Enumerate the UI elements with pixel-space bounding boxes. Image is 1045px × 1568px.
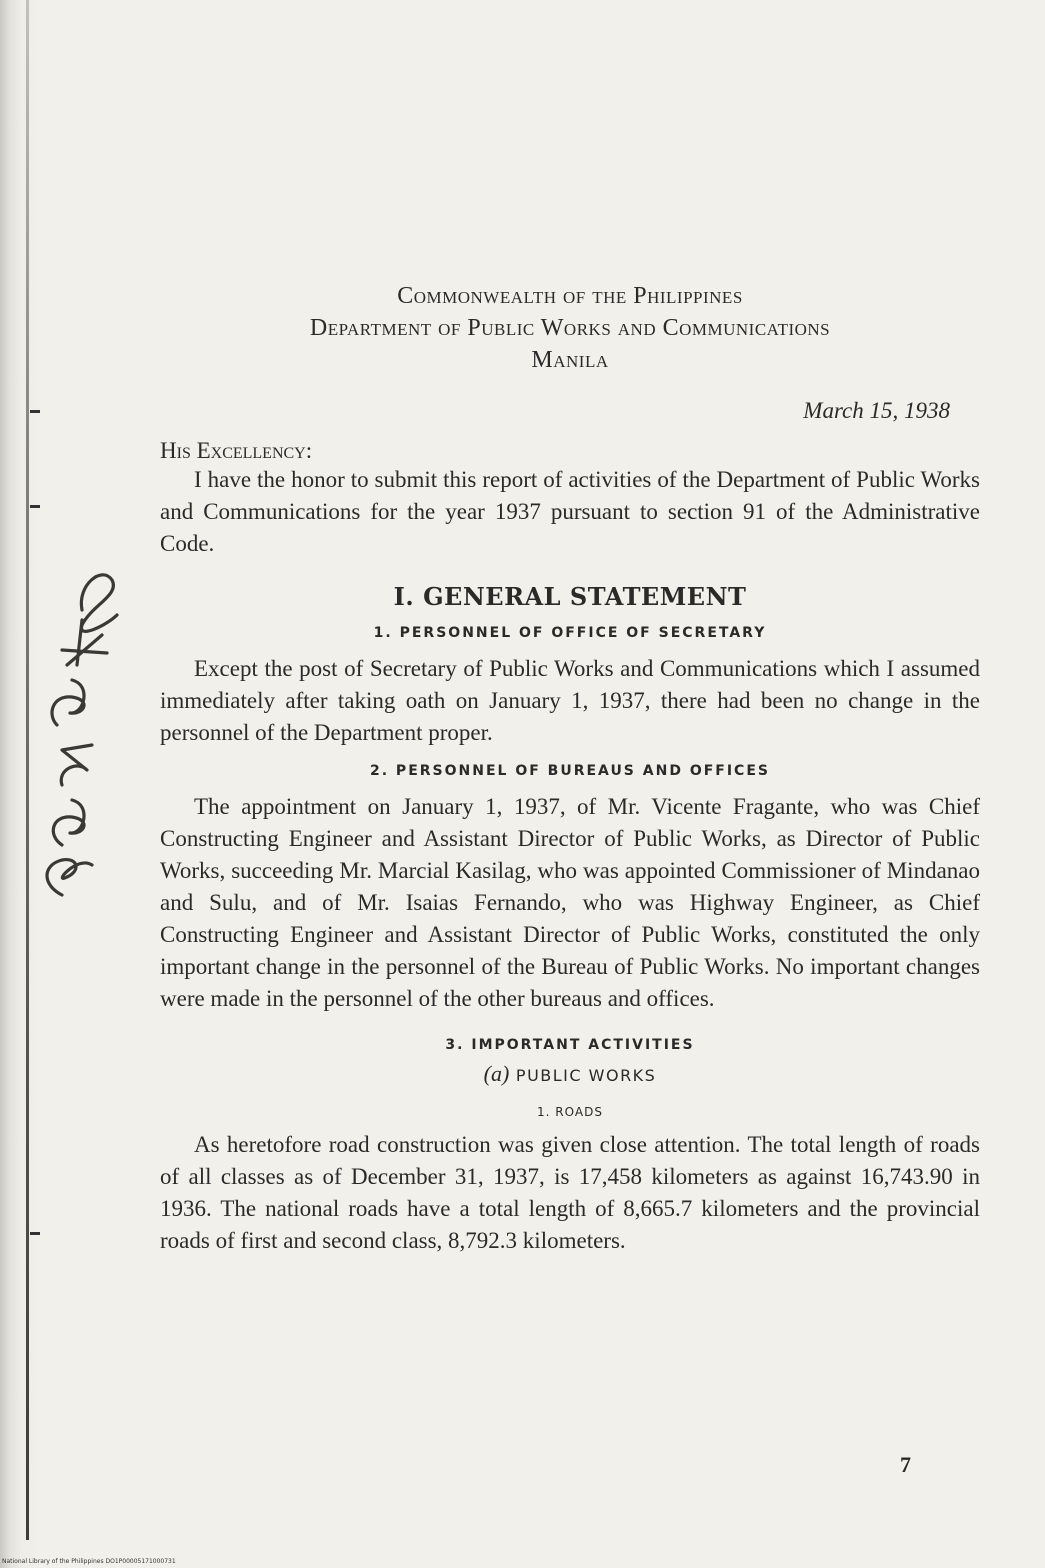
handwritten-annotation xyxy=(22,565,132,905)
binding-mark xyxy=(30,505,40,508)
paragraph-bureaus: The appointment on January 1, 1937, of Mr. Vicente Fragante, who was Chief Constructing Engineer and Assistant Director of Public Works, as Director of Public Works, succeeding Mr. Marcial Kasilag, who was appointed Commissioner of Mindanao and Sulu, and of Mr. Isaias Fernando, who was Highway Engineer, as Chief Constructing Engineer and Assistant Director of Public Works, constituted the only important change in the personnel of the Bureau of Public Works. No important changes were made in the personnel of the other bureaus and offices. xyxy=(160,794,980,1011)
section-title: I. GENERAL STATEMENT xyxy=(393,582,747,611)
salutation: His Excellency: xyxy=(160,438,313,463)
letterhead-line-city: Manila xyxy=(531,347,609,373)
subsection-heading-secretary: 1. PERSONNEL OF OFFICE OF SECRETARY xyxy=(373,625,767,641)
subsection-heading-bureaus: 2. PERSONNEL OF BUREAUS AND OFFICES xyxy=(370,763,770,779)
paragraph-secretary: Except the post of Secretary of Public Works and Communications which I assumed immediately after taking oath on January 1, 1937, there had been no change in the personnel of the Department proper. xyxy=(160,656,980,745)
binding-mark xyxy=(30,410,40,413)
binding-mark xyxy=(30,1232,40,1235)
minor-heading-roads: 1. ROADS xyxy=(537,1105,603,1119)
paragraph-roads: As heretofore road construction was given close attention. The total length of roads of all classes as of December 31, 1937, is 17,458 kilometers as against 16,743.90 in 1936. The national roads have a total length of 8,665.7 kilometers and the provincial roads of first and second class, 8,792.3 kilometers. xyxy=(160,1132,980,1253)
subsection-heading-activities: 3. IMPORTANT ACTIVITIES xyxy=(445,1037,695,1053)
library-footer: National Library of the Philippines DO1P00005171000731 xyxy=(2,1558,176,1565)
letterhead-line-department: Department of Public Works and Communications xyxy=(309,315,831,341)
letter-date: March 15, 1938 xyxy=(803,398,950,423)
intro-paragraph: I have the honor to submit this report of activities of the Department of Public Works and Communications for the year 1937 pursuant to section 91 of the Administrative Code. xyxy=(160,467,980,556)
subheading-public-works xyxy=(160,1061,980,1087)
subheading-label: PUBLIC WORKS xyxy=(515,1066,657,1085)
letterhead xyxy=(160,280,980,376)
page-number: 7 xyxy=(900,1452,911,1477)
subheading-letter: (a) xyxy=(483,1061,510,1086)
document-page xyxy=(160,280,980,1257)
letterhead-line-commonwealth: Commonwealth of the Philippines xyxy=(397,283,743,309)
